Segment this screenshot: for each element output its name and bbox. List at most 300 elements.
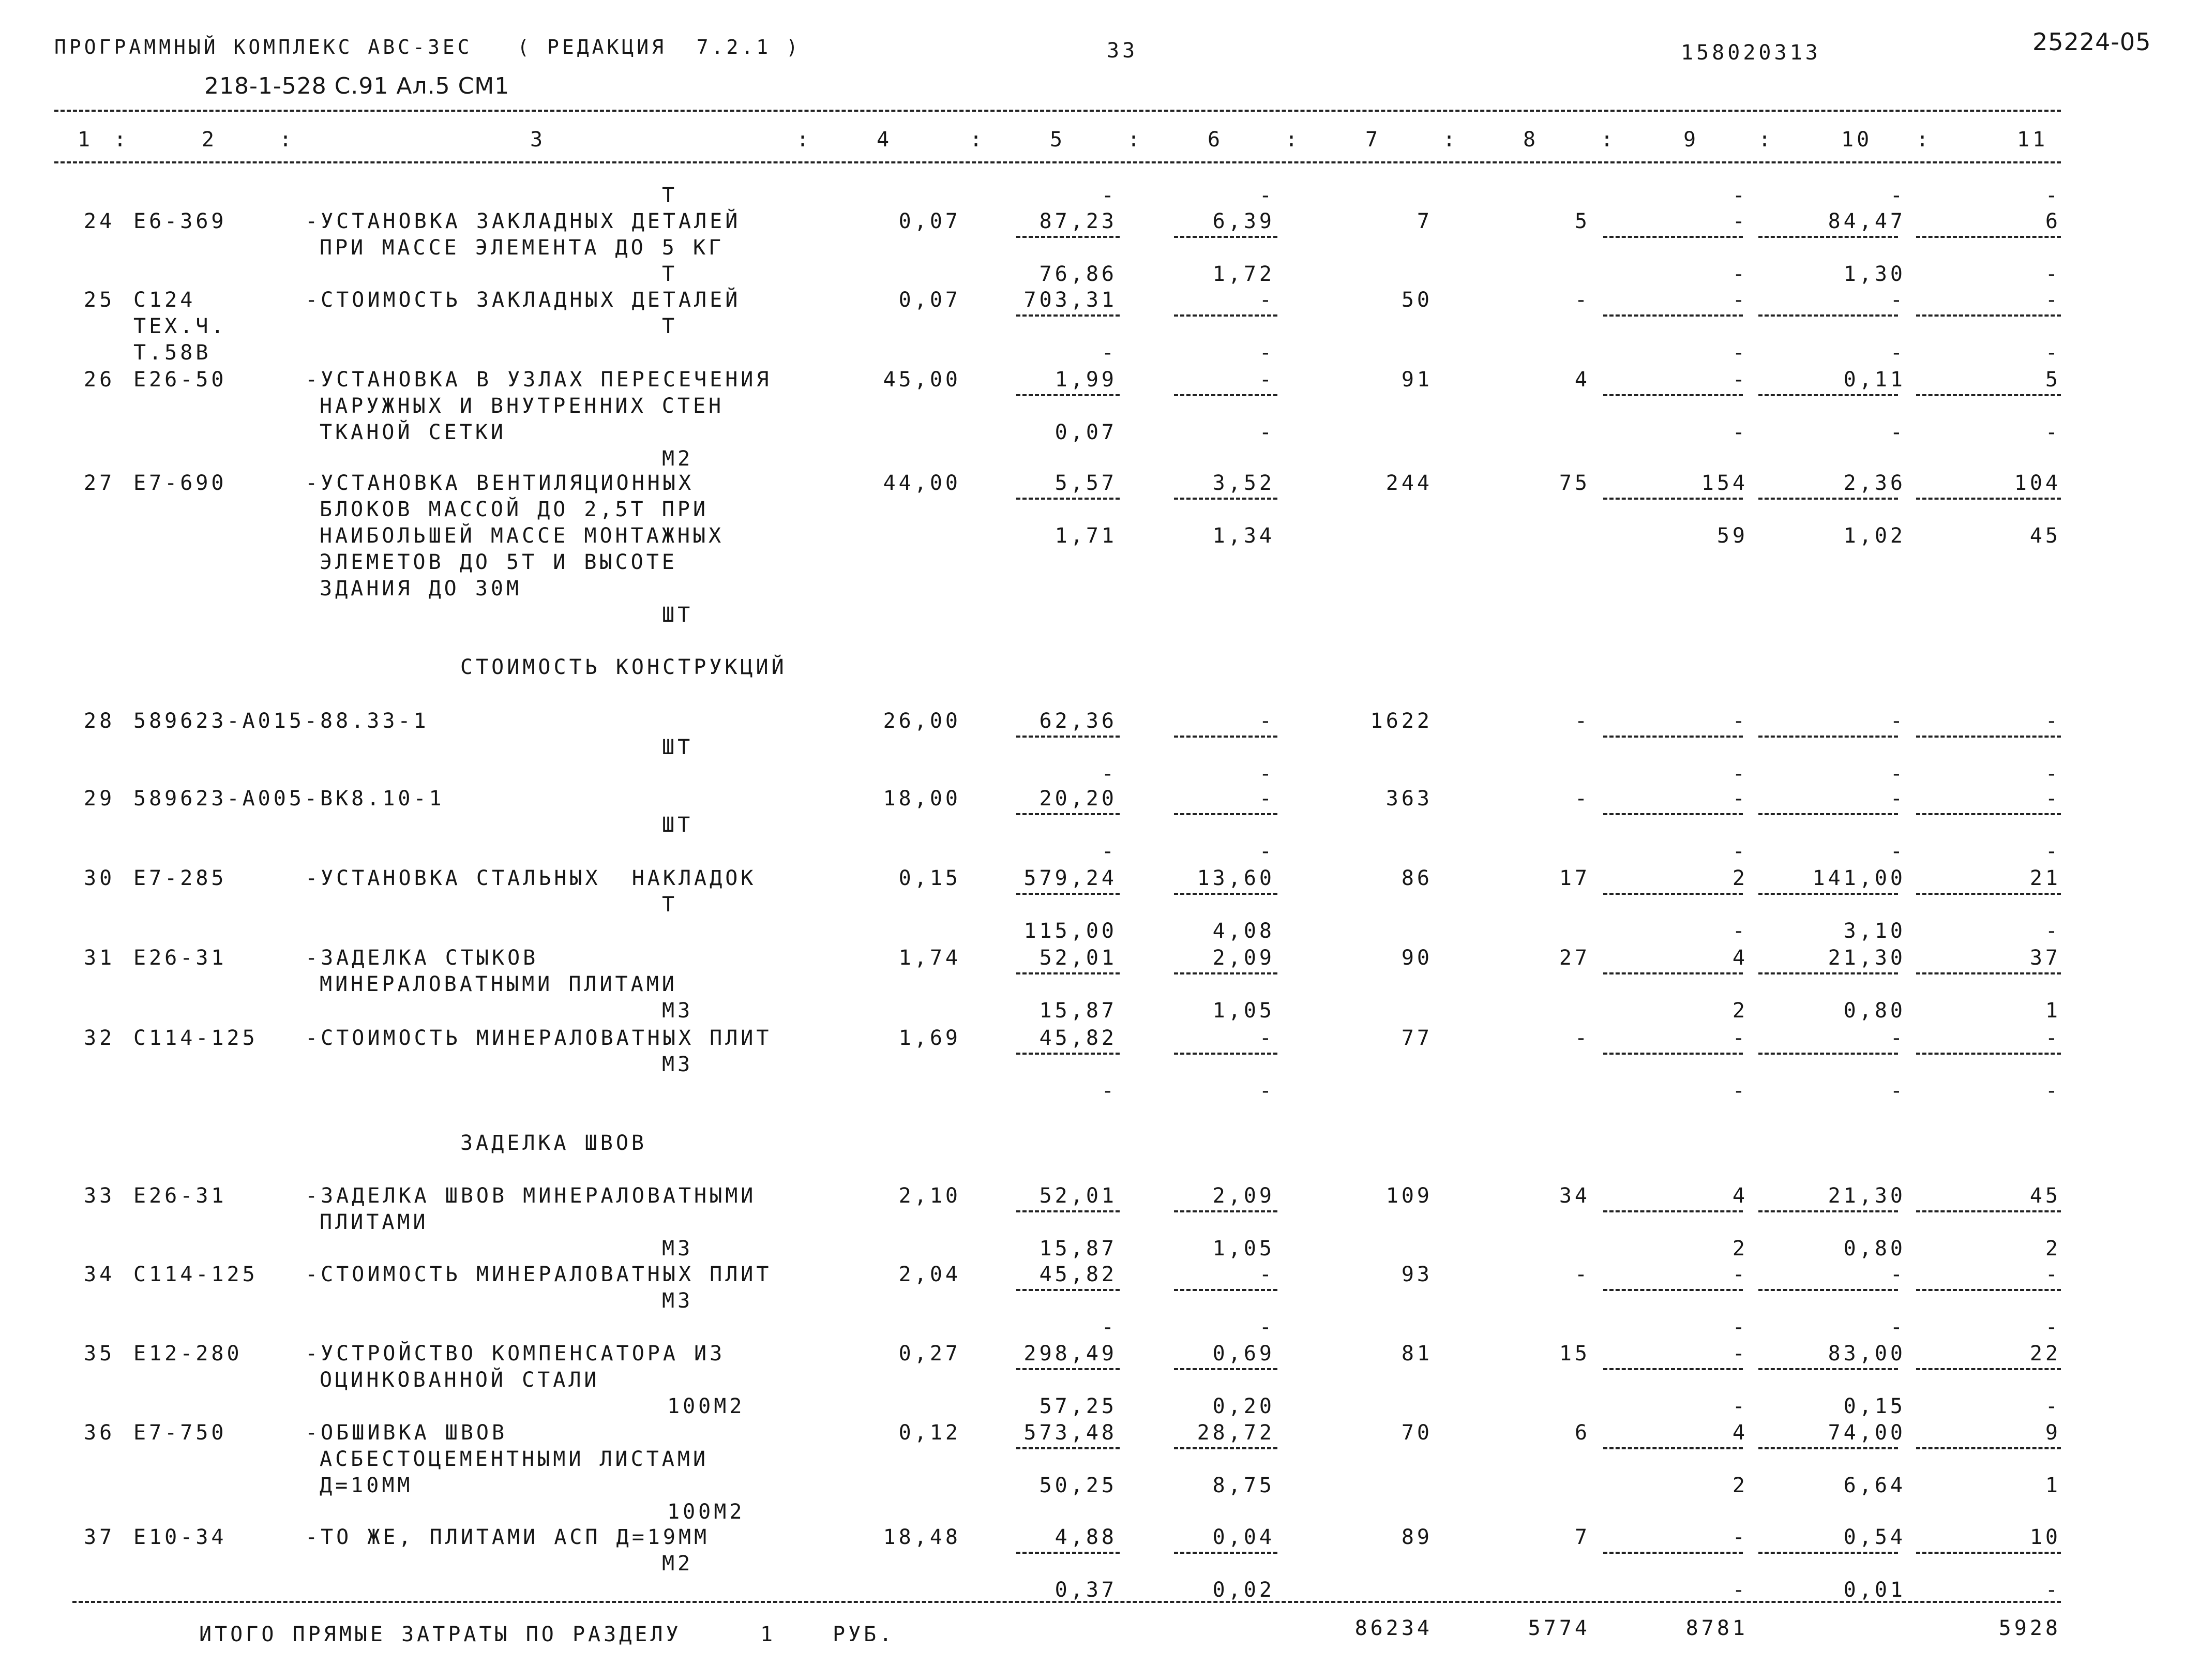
value-rule [1758, 1447, 1898, 1449]
value-c5: 45,82 [1039, 1026, 1117, 1050]
column-separator: : [114, 128, 130, 152]
value-c9-secondary: - [1732, 762, 1748, 786]
value-c10-secondary: - [1890, 341, 1906, 365]
value-c9-secondary: 2 [1732, 999, 1748, 1023]
value-rule [1603, 1053, 1743, 1055]
value-c11-secondary: - [2045, 1578, 2061, 1602]
resource-code: Е26-31 [133, 1184, 227, 1208]
value-c5-secondary: - [1101, 1315, 1117, 1339]
unit-of-measure: Т [662, 262, 678, 286]
work-description: МИНЕРАЛОВАТНЫМИ ПЛИТАМИ [320, 972, 677, 996]
column-number: 11 [2017, 128, 2049, 152]
value-c10-secondary: 0,80 [1843, 999, 1906, 1023]
value-rule [1016, 1447, 1120, 1449]
value-rule [1758, 1053, 1898, 1055]
value-c10: - [1890, 787, 1906, 811]
value-rule [1174, 1289, 1277, 1291]
value-c8: - [1574, 1026, 1590, 1050]
value-rule [1174, 394, 1277, 396]
value-c6: 2,09 [1212, 1184, 1275, 1208]
column-separator: : [1443, 128, 1459, 152]
work-description: -СТОИМОСТЬ ЗАКЛАДНЫХ ДЕТАЛЕЙ [305, 288, 741, 312]
value-rule [1916, 1289, 2061, 1291]
value-c6-secondary: 8,75 [1212, 1474, 1275, 1497]
value-c6-secondary: 1,05 [1212, 1237, 1275, 1261]
unit-of-measure: 100М2 [667, 1500, 745, 1524]
row-number: 37 [84, 1525, 115, 1549]
value-c7: 7 [1417, 209, 1433, 233]
resource-code: С124 [133, 288, 196, 312]
value-c7: 244 [1385, 471, 1433, 495]
value-c11-secondary: - [2045, 262, 2061, 286]
value-c9-secondary: 2 [1732, 1237, 1748, 1261]
value-rule [1603, 736, 1743, 738]
quantity: 0,12 [898, 1421, 961, 1445]
value-c9: 4 [1732, 1421, 1748, 1445]
value-c9: 4 [1732, 1184, 1748, 1208]
resource-code: ТЕХ.Ч. [133, 314, 227, 338]
value-c7: 1622 [1370, 709, 1433, 733]
value-c6: 2,09 [1212, 946, 1275, 970]
value-c10: 0,54 [1843, 1525, 1906, 1549]
unit-of-measure: М3 [662, 1237, 694, 1261]
column-number: 3 [530, 128, 546, 152]
value-c11-secondary: 1 [2045, 999, 2061, 1023]
work-description: -УСТАНОВКА В УЗЛАХ ПЕРЕСЕЧЕНИЯ [305, 368, 772, 392]
quantity: 18,00 [883, 787, 961, 811]
value-c8: 27 [1559, 946, 1590, 970]
column-number: 4 [877, 128, 893, 152]
value-rule [1758, 498, 1898, 500]
value-c6-secondary: 0,20 [1212, 1394, 1275, 1418]
resource-code: Е26-31 [133, 946, 227, 970]
value-c5: 579,24 [1023, 866, 1117, 890]
value-c10-secondary: - [1890, 1079, 1906, 1103]
value-c8: - [1574, 1263, 1590, 1286]
value-c8: 17 [1559, 866, 1590, 890]
work-description: -ЗАДЕЛКА СТЫКОВ [305, 946, 539, 970]
value-c7: 93 [1401, 1263, 1433, 1286]
row-number: 24 [84, 209, 115, 233]
totals-rule [72, 1601, 2061, 1603]
value-c11: 5 [2045, 368, 2061, 392]
value-rule [1758, 314, 1898, 317]
total-col9: 8781 [1685, 1616, 1748, 1640]
column-separator: : [1601, 128, 1617, 152]
value-c10-secondary: - [1890, 1315, 1906, 1339]
value-c10: - [1890, 709, 1906, 733]
value-rule [1603, 1368, 1743, 1370]
value-rule [1174, 498, 1277, 500]
value-rule [1916, 813, 2061, 815]
value-c8: 7 [1574, 1525, 1590, 1549]
value-c5-secondary: 0,37 [1055, 1578, 1117, 1602]
resource-code: Е7-690 [133, 471, 227, 495]
unit-of-measure: М2 [662, 1552, 694, 1576]
value-c8: - [1574, 709, 1590, 733]
column-separator: : [1916, 128, 1932, 152]
handwritten-stamp: 25224-05 [2032, 28, 2151, 56]
section-heading: СТОИМОСТЬ КОНСТРУКЦИЙ [460, 655, 787, 679]
value-rule [1016, 736, 1120, 738]
quantity: 44,00 [883, 471, 961, 495]
value-c11-secondary: - [2045, 1394, 2061, 1418]
value-c9-secondary: - [1732, 1315, 1748, 1339]
value-rule [1016, 893, 1120, 895]
row-number: 26 [84, 368, 115, 392]
work-description: НАРУЖНЫХ И ВНУТРЕННИХ СТЕН [320, 394, 725, 418]
work-description: -СТОИМОСТЬ МИНЕРАЛОВАТНЫХ ПЛИТ [305, 1026, 772, 1050]
value-rule [1603, 813, 1743, 815]
quantity: 0,27 [898, 1342, 961, 1366]
value-rule [1174, 1447, 1277, 1449]
value-rule [1758, 972, 1898, 974]
quantity: 0,15 [898, 866, 961, 890]
value-rule [1758, 394, 1898, 396]
value-c5-secondary: 15,87 [1039, 999, 1117, 1023]
value-c6: - [1259, 184, 1275, 207]
value-c5-secondary: 1,71 [1055, 524, 1117, 548]
value-rule [1758, 893, 1898, 895]
value-c5-secondary: - [1101, 341, 1117, 365]
work-description: -ТО ЖЕ, ПЛИТАМИ АСП Д=19ММ [305, 1525, 710, 1549]
unit-of-measure: Т [662, 184, 678, 207]
quantity: 1,74 [898, 946, 961, 970]
value-rule [1174, 314, 1277, 317]
value-c11: 37 [2029, 946, 2061, 970]
value-c9: - [1732, 288, 1748, 312]
value-c6: - [1259, 787, 1275, 811]
quantity: 2,04 [898, 1263, 961, 1286]
total-section: 1 [760, 1623, 776, 1646]
column-number: 2 [202, 128, 218, 152]
value-c10: - [1890, 1026, 1906, 1050]
work-description: -ЗАДЕЛКА ШВОВ МИНЕРАЛОВАТНЫМИ [305, 1184, 757, 1208]
work-description: ПРИ МАССЕ ЭЛЕМЕНТА ДО 5 КГ [320, 236, 725, 260]
value-c10-secondary: 6,64 [1843, 1474, 1906, 1497]
value-c9-secondary: - [1732, 1394, 1748, 1418]
value-rule [1916, 1210, 2061, 1212]
value-c9-secondary: - [1732, 421, 1748, 444]
value-c10: 74,00 [1828, 1421, 1906, 1445]
value-c10-secondary: 1,02 [1843, 524, 1906, 548]
resource-code: Е6-369 [133, 209, 227, 233]
total-label: ИТОГО ПРЯМЫЕ ЗАТРАТЫ ПО РАЗДЕЛУ [199, 1623, 682, 1646]
value-c11: 104 [2014, 471, 2061, 495]
quantity: 18,48 [883, 1525, 961, 1549]
quantity: 0,07 [898, 209, 961, 233]
value-c11-secondary: - [2045, 839, 2061, 863]
value-rule [1603, 394, 1743, 396]
unit-of-measure: 100М2 [667, 1394, 745, 1418]
value-c5: - [1101, 184, 1117, 207]
value-c5: 703,31 [1023, 288, 1117, 312]
value-rule [1916, 1552, 2061, 1554]
value-c5-secondary: 57,25 [1039, 1394, 1117, 1418]
value-rule [1016, 1368, 1120, 1370]
value-c11-secondary: - [2045, 1315, 2061, 1339]
value-c10: 84,47 [1828, 209, 1906, 233]
column-separator: : [279, 128, 295, 152]
value-rule [1174, 736, 1277, 738]
unit-of-measure: М2 [662, 447, 694, 471]
value-c11: - [2045, 184, 2061, 207]
value-c5-secondary: 50,25 [1039, 1474, 1117, 1497]
unit-of-measure: ШТ [662, 813, 694, 837]
value-c10-secondary: 0,15 [1843, 1394, 1906, 1418]
work-description: ПЛИТАМИ [320, 1210, 429, 1234]
value-c8: 34 [1559, 1184, 1590, 1208]
value-c11: 10 [2029, 1525, 2061, 1549]
value-c11-secondary: - [2045, 762, 2061, 786]
unit-of-measure: Т [662, 314, 678, 338]
value-c10-secondary: - [1890, 421, 1906, 444]
column-number: 5 [1050, 128, 1066, 152]
value-c10-secondary: 0,80 [1843, 1237, 1906, 1261]
value-c8: - [1574, 787, 1590, 811]
value-rule [1603, 498, 1743, 500]
value-c9: - [1732, 368, 1748, 392]
value-c11: 45 [2029, 1184, 2061, 1208]
value-c9: - [1732, 1525, 1748, 1549]
value-c5-secondary: - [1101, 1079, 1117, 1103]
value-c6: 0,69 [1212, 1342, 1275, 1366]
work-description: -УСТАНОВКА ВЕНТИЛЯЦИОННЫХ [305, 471, 695, 495]
value-c10: 141,00 [1812, 866, 1906, 890]
value-c9: - [1732, 787, 1748, 811]
value-rule [1758, 813, 1898, 815]
value-rule [1174, 1053, 1277, 1055]
column-separator: : [796, 128, 812, 152]
value-c11-secondary: - [2045, 341, 2061, 365]
value-c5: 1,99 [1055, 368, 1117, 392]
value-c11-secondary: - [2045, 1079, 2061, 1103]
value-c9: 4 [1732, 946, 1748, 970]
value-rule [1174, 972, 1277, 974]
value-rule [1603, 314, 1743, 317]
value-c5: 45,82 [1039, 1263, 1117, 1286]
value-c9: - [1732, 1342, 1748, 1366]
value-c7: 91 [1401, 368, 1433, 392]
value-c9-secondary: - [1732, 1079, 1748, 1103]
work-description: -УСТАНОВКА СТАЛЬНЫХ НАКЛАДОК [305, 866, 757, 890]
work-description: -СТОИМОСТЬ МИНЕРАЛОВАТНЫХ ПЛИТ [305, 1263, 772, 1286]
value-rule [1174, 1552, 1277, 1554]
value-c10-secondary: - [1890, 839, 1906, 863]
work-description: -УСТРОЙСТВО КОМПЕНСАТОРА ИЗ [305, 1342, 726, 1366]
value-c9-secondary: 59 [1716, 524, 1748, 548]
value-rule [1174, 1210, 1277, 1212]
value-rule [1916, 498, 2061, 500]
value-rule [1016, 1053, 1120, 1055]
column-separator: : [1758, 128, 1774, 152]
value-c9-secondary: - [1732, 919, 1748, 943]
value-rule [1916, 736, 2061, 738]
value-c6: 28,72 [1197, 1421, 1275, 1445]
value-rule [1916, 314, 2061, 317]
value-c11-secondary: 45 [2029, 524, 2061, 548]
work-description: НАИБОЛЬШЕЙ МАССЕ МОНТАЖНЫХ [320, 524, 725, 548]
value-rule [1603, 1447, 1743, 1449]
value-c5-secondary: 15,87 [1039, 1237, 1117, 1261]
value-c10: 21,30 [1828, 946, 1906, 970]
value-rule [1016, 394, 1120, 396]
value-c6-secondary: 1,34 [1212, 524, 1275, 548]
unit-of-measure: М3 [662, 1289, 694, 1313]
value-c5: 573,48 [1023, 1421, 1117, 1445]
value-c10-secondary: 3,10 [1843, 919, 1906, 943]
resource-code: Е7-750 [133, 1421, 227, 1445]
row-number: 34 [84, 1263, 115, 1286]
value-c9-secondary: - [1732, 1578, 1748, 1602]
row-number: 36 [84, 1421, 115, 1445]
value-c9: - [1732, 1263, 1748, 1286]
total-col7: 86234 [1354, 1616, 1433, 1640]
value-c5: 298,49 [1023, 1342, 1117, 1366]
column-number: 10 [1841, 128, 1873, 152]
program-title: ПРОГРАММНЫЙ КОМПЛЕКС АВС-ЗЕС ( РЕДАКЦИЯ 7.2.1 ) [54, 36, 801, 58]
value-c5-secondary: 115,00 [1023, 919, 1117, 943]
value-c6: 13,60 [1197, 866, 1275, 890]
quantity: 26,00 [883, 709, 961, 733]
value-c6: 0,04 [1212, 1525, 1275, 1549]
value-rule [1016, 236, 1120, 238]
value-c8: 5 [1574, 209, 1590, 233]
row-number: 25 [84, 288, 115, 312]
value-c11: 21 [2029, 866, 2061, 890]
value-c5: 20,20 [1039, 787, 1117, 811]
value-rule [1016, 1210, 1120, 1212]
value-c11: - [2045, 288, 2061, 312]
quantity: 0,07 [898, 288, 961, 312]
value-rule [1916, 1447, 2061, 1449]
column-number: 1 [78, 128, 94, 152]
value-c6-secondary: 4,08 [1212, 919, 1275, 943]
work-description: АСБЕСТОЦЕМЕНТНЫМИ ЛИСТАМИ [320, 1447, 709, 1471]
value-c6: - [1259, 288, 1275, 312]
page-number: 33 [1107, 39, 1138, 63]
value-c6-secondary: 1,05 [1212, 999, 1275, 1023]
value-rule [1174, 1368, 1277, 1370]
value-rule [1916, 972, 2061, 974]
value-c7: 70 [1401, 1421, 1433, 1445]
row-number: 27 [84, 471, 115, 495]
work-description: -ОБШИВКА ШВОВ [305, 1421, 508, 1445]
value-c11: - [2045, 787, 2061, 811]
total-col11: 5928 [1998, 1616, 2061, 1640]
value-rule [1016, 1289, 1120, 1291]
value-rule [1758, 1368, 1898, 1370]
value-c9-secondary: - [1732, 262, 1748, 286]
value-c9: - [1732, 1026, 1748, 1050]
value-c5: 52,01 [1039, 1184, 1117, 1208]
value-c6-secondary: 0,02 [1212, 1578, 1275, 1602]
document-subtitle: 218-1-528 С.91 Ал.5 СМ1 [204, 73, 510, 99]
value-c6-secondary: 1,72 [1212, 262, 1275, 286]
value-c5-secondary: - [1101, 762, 1117, 786]
work-description: БЛОКОВ МАССОЙ ДО 2,5Т ПРИ [320, 498, 709, 521]
resource-code: 589623-А015-88.33-1 [133, 709, 429, 733]
value-c7: 109 [1385, 1184, 1433, 1208]
unit-of-measure: М3 [662, 999, 694, 1023]
value-c5-secondary: 76,86 [1039, 262, 1117, 286]
value-c9: - [1732, 184, 1748, 207]
column-separator: : [1285, 128, 1301, 152]
resource-code: Т.58В [133, 341, 212, 365]
value-c11: 9 [2045, 1421, 2061, 1445]
value-rule [1174, 813, 1277, 815]
value-c10-secondary: 1,30 [1843, 262, 1906, 286]
value-c8: 4 [1574, 368, 1590, 392]
value-c8: - [1574, 288, 1590, 312]
total-col8: 5774 [1528, 1616, 1590, 1640]
value-c5: 4,88 [1055, 1525, 1117, 1549]
value-c6-secondary: - [1259, 341, 1275, 365]
value-c6: - [1259, 368, 1275, 392]
value-c6: 3,52 [1212, 471, 1275, 495]
unit-of-measure: ШТ [662, 736, 694, 759]
value-c9-secondary: - [1732, 341, 1748, 365]
value-rule [1603, 1552, 1743, 1554]
work-description: ЭЛЕМЕТОВ ДО 5Т И ВЫСОТЕ [320, 550, 677, 574]
value-c9: 154 [1701, 471, 1748, 495]
value-rule [1016, 972, 1120, 974]
value-c5: 5,57 [1055, 471, 1117, 495]
value-c5: 52,01 [1039, 946, 1117, 970]
value-rule [1758, 1552, 1898, 1554]
unit-of-measure: Т [662, 893, 678, 917]
column-number: 7 [1365, 128, 1381, 152]
value-c6-secondary: - [1259, 421, 1275, 444]
value-c10-secondary: - [1890, 762, 1906, 786]
row-number: 33 [84, 1184, 115, 1208]
value-rule [1174, 893, 1277, 895]
value-c5: 87,23 [1039, 209, 1117, 233]
value-rule [1016, 314, 1120, 317]
value-c6: 6,39 [1212, 209, 1275, 233]
value-rule [1016, 1552, 1120, 1554]
quantity: 1,69 [898, 1026, 961, 1050]
value-c10: 21,30 [1828, 1184, 1906, 1208]
value-rule [1174, 236, 1277, 238]
value-rule [1603, 1289, 1743, 1291]
value-c6-secondary: - [1259, 1079, 1275, 1103]
value-c9-secondary: - [1732, 839, 1748, 863]
value-c5-secondary: - [1101, 839, 1117, 863]
value-c6: - [1259, 1263, 1275, 1286]
work-description: ОЦИНКОВАННОЙ СТАЛИ [320, 1368, 600, 1392]
value-c11-secondary: 1 [2045, 1474, 2061, 1497]
value-rule [1758, 736, 1898, 738]
value-rule [1758, 1210, 1898, 1212]
value-rule [1758, 236, 1898, 238]
row-number: 29 [84, 787, 115, 811]
row-number: 30 [84, 866, 115, 890]
work-description: Д=10ММ [320, 1474, 413, 1497]
column-number: 6 [1208, 128, 1224, 152]
value-c10: - [1890, 288, 1906, 312]
value-c8: 75 [1559, 471, 1590, 495]
section-heading: ЗАДЕЛКА ШВОВ [460, 1131, 647, 1155]
value-c7: 81 [1401, 1342, 1433, 1366]
value-c7: 89 [1401, 1525, 1433, 1549]
value-c7: 86 [1401, 866, 1433, 890]
resource-code: Е26-50 [133, 368, 227, 392]
resource-code: 589623-А005-ВК8.10-1 [133, 787, 445, 811]
value-c7: 363 [1385, 787, 1433, 811]
value-c7: 90 [1401, 946, 1433, 970]
value-c10-secondary: 0,01 [1843, 1578, 1906, 1602]
